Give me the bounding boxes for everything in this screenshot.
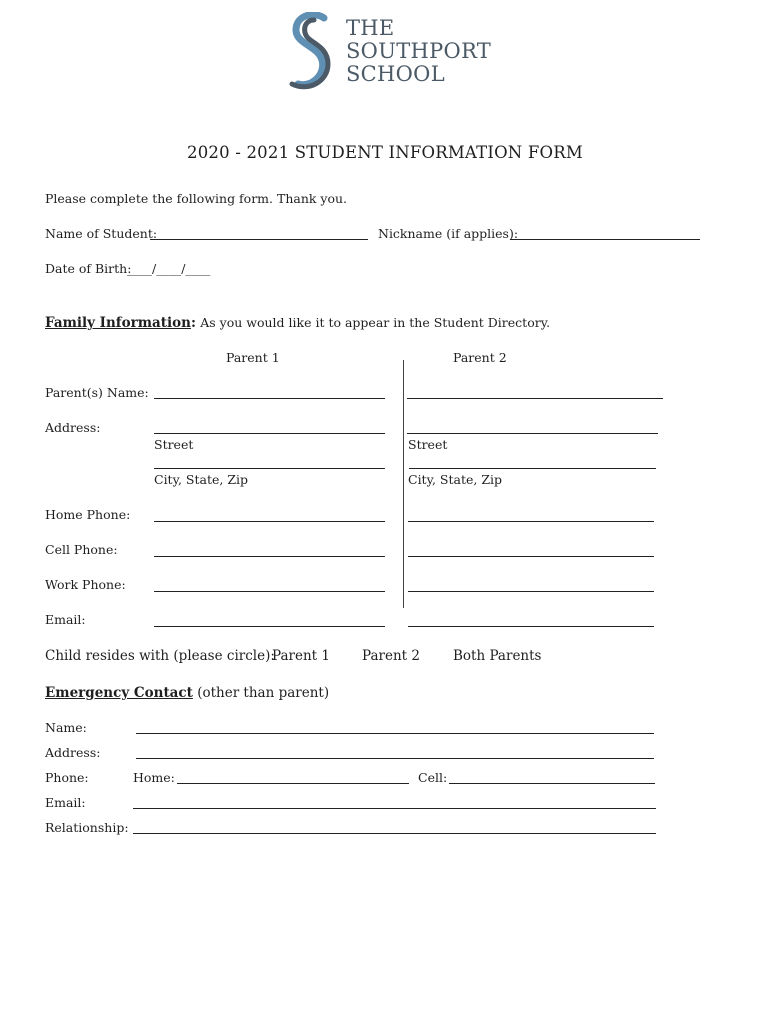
family-note: As you would like it to appear in the Student Directory. (200, 315, 551, 330)
parent2-cell-phone-field[interactable] (408, 556, 654, 557)
parent2-street-field[interactable] (407, 433, 658, 434)
parent2-work-phone-field[interactable] (408, 591, 654, 592)
parent1-email-field[interactable] (154, 626, 385, 627)
parent1-street-field[interactable] (154, 433, 385, 434)
emergency-note: (other than parent) (197, 685, 330, 701)
emergency-relationship-field[interactable] (133, 833, 656, 834)
dob-label: Date of Birth: (45, 261, 132, 276)
parent1-work-phone-field[interactable] (154, 591, 385, 592)
parent1-cell-phone-field[interactable] (154, 556, 385, 557)
parent1-street-caption: Street (154, 437, 194, 452)
emergency-address-label: Address: (45, 745, 101, 760)
emergency-cell-phone-field[interactable] (449, 783, 655, 784)
home-phone-label: Home Phone: (45, 507, 131, 522)
emergency-heading-row (45, 685, 329, 701)
emergency-address-field[interactable] (136, 758, 654, 759)
intro-text: Please complete the following form. Thank you. (45, 191, 348, 206)
parent1-header: Parent 1 (226, 350, 280, 365)
emergency-relationship-label: Relationship: (45, 820, 129, 835)
emergency-email-label: Email: (45, 795, 86, 810)
student-name-field[interactable] (150, 239, 368, 240)
resides-option-parent1[interactable]: Parent 1 (272, 648, 330, 664)
parent1-city-caption: City, State, Zip (154, 472, 249, 487)
resides-option-both[interactable]: Both Parents (453, 648, 542, 664)
parent2-header: Parent 2 (453, 350, 507, 365)
logo-line-1: THE (346, 16, 395, 40)
emergency-cell-label: Cell: (418, 770, 448, 785)
form-title: 2020 - 2021 STUDENT INFORMATION FORM (187, 143, 583, 162)
parent2-email-field[interactable] (408, 626, 654, 627)
emergency-name-label: Name: (45, 720, 87, 735)
parent2-city-field[interactable] (409, 468, 656, 469)
family-heading-row (45, 315, 550, 331)
logo-line-2: SOUTHPORT (346, 39, 492, 63)
parent1-name-field[interactable] (154, 398, 385, 399)
column-divider (403, 360, 404, 608)
parent2-city-caption: City, State, Zip (408, 472, 503, 487)
dob-field[interactable]: ____/____/____ (127, 261, 211, 276)
work-phone-label: Work Phone: (45, 577, 126, 592)
emergency-name-field[interactable] (136, 733, 654, 734)
emergency-phone-label: Phone: (45, 770, 89, 785)
resides-label: Child resides with (please circle): (45, 648, 275, 664)
parent2-street-caption: Street (408, 437, 448, 452)
email-label: Email: (45, 612, 86, 627)
resides-option-parent2[interactable]: Parent 2 (362, 648, 420, 664)
nickname-label: Nickname (if applies): (378, 226, 519, 241)
logo-line-3: SCHOOL (346, 62, 445, 86)
school-logo-icon (284, 12, 336, 94)
parent2-name-field[interactable] (407, 398, 663, 399)
parent2-home-phone-field[interactable] (408, 521, 654, 522)
emergency-home-label: Home: (133, 770, 175, 785)
emergency-heading: Emergency Contact (45, 685, 193, 701)
emergency-home-phone-field[interactable] (177, 783, 409, 784)
parent1-home-phone-field[interactable] (154, 521, 385, 522)
cell-phone-label: Cell Phone: (45, 542, 118, 557)
parent-name-label: Parent(s) Name: (45, 385, 149, 400)
family-heading: Family Information (45, 315, 191, 331)
student-name-label: Name of Student: (45, 226, 158, 241)
family-heading-colon: : (190, 315, 196, 331)
emergency-email-field[interactable] (133, 808, 656, 809)
address-label: Address: (45, 420, 101, 435)
nickname-field[interactable] (510, 239, 700, 240)
parent1-city-field[interactable] (154, 468, 385, 469)
